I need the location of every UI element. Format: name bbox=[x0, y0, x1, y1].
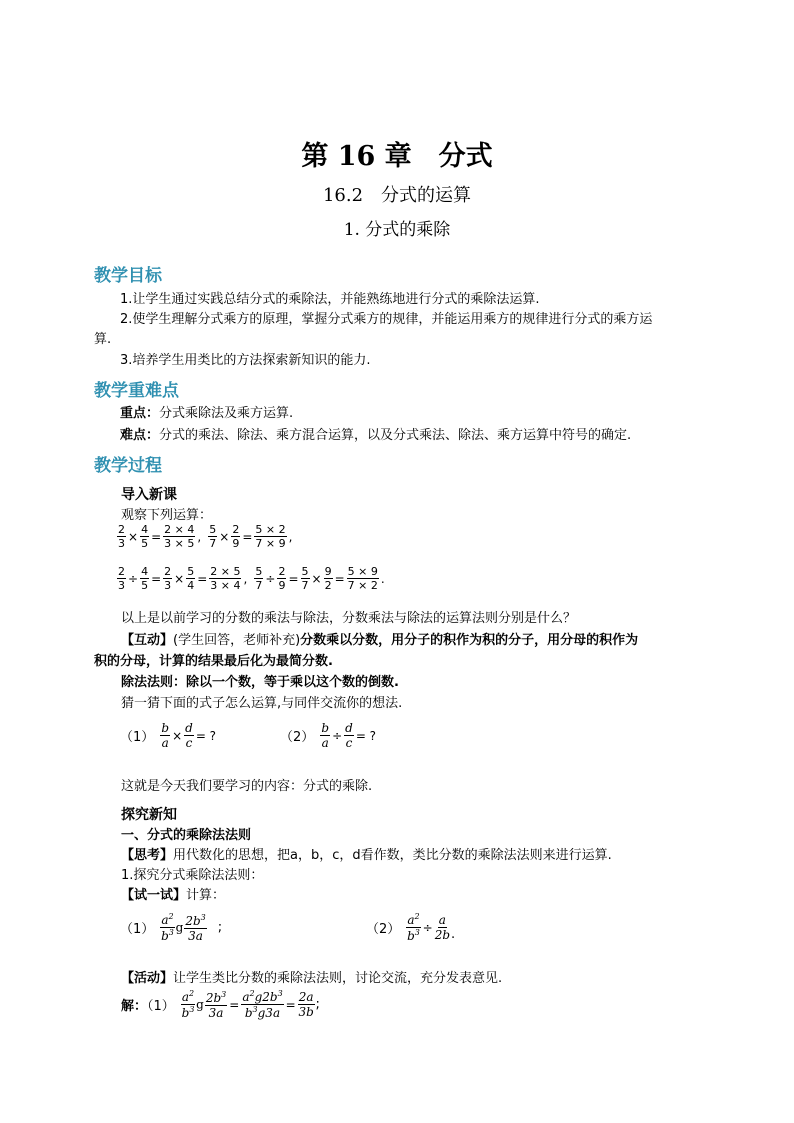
guess-expression-2: （2） $\frac{b}{a}$ ÷ $\frac{d}{c}$ = ? bbox=[280, 721, 377, 750]
try-label: 【试一试】 bbox=[121, 888, 187, 903]
question-text: 以上是以前学习的分数的乘法与除法，分数乘法与除法的运算法则分别是什么？ bbox=[121, 611, 577, 626]
think-text: 用代数化的思想，把a，b，c，d看作数，类比分数的乘除法法则来进行运算. bbox=[173, 848, 612, 863]
think-label: 【思考】 bbox=[121, 848, 174, 863]
today-text: 这就是今天我们要学习的内容：分式的乘除. bbox=[121, 779, 373, 794]
key-point bbox=[120, 402, 293, 421]
interact-bold-1: 分数乘以分数，用分子的积作为积的分子，用分母的积作为 bbox=[300, 633, 639, 648]
goal-item-2-cont: 算. bbox=[94, 332, 112, 347]
guess-text: 猜一猜下面的式子怎么运算,与同伴交流你的想法. bbox=[121, 696, 403, 711]
hard-point-label: 难点： bbox=[120, 428, 160, 443]
goals-heading: 教学目标 bbox=[94, 266, 162, 286]
interact-label: 【互动】 bbox=[121, 633, 174, 648]
try-text: 计算： bbox=[186, 888, 226, 903]
solution-line: 解：（1） $\frac{a^2}{b^3}$ g $\frac{2b^3}{3a}$ = $\frac{a^2g2b^3}{b^3g3a}$ = $\frac{2a}{3b}$ ; bbox=[121, 989, 320, 1020]
rule-title: 一、分式的乘除法法则 bbox=[121, 828, 252, 843]
guess-expression-1: （1） $\frac{b}{a}$ × $\frac{d}{c}$ = ? bbox=[120, 721, 217, 750]
activity-label: 【活动】 bbox=[121, 971, 174, 986]
hard-point bbox=[120, 424, 631, 443]
think-line bbox=[121, 844, 612, 863]
fraction-example-line-1: $\frac{2}{3}$ × $\frac{4}{5}$ = $\frac{2 \times 4}{3 \times 5}$ , $\frac{5}{7}$ × $\frac{2}{9}$ = $\frac{5 \times 2}{7 \times 9}$ , bbox=[118, 523, 293, 550]
key-point-text: 分式乘除法及乘方运算. bbox=[159, 406, 294, 421]
activity-line bbox=[121, 967, 502, 986]
goal-item-3: 3.培养学生用类比的方法探索新知识的能力. bbox=[120, 353, 371, 368]
interact-paren: (学生回答，老师补充) bbox=[173, 633, 301, 648]
try-expression-1: （1） $\frac{a^2}{b^3}$ g $\frac{2b^3}{3a}$ ; bbox=[120, 912, 223, 943]
explore-title: 探究新知 bbox=[121, 807, 177, 823]
solution-label: 解： bbox=[121, 999, 148, 1014]
intro-title: 导入新课 bbox=[121, 487, 177, 503]
explore-step-1: 1.探究分式乘除法法则： bbox=[121, 868, 264, 883]
divide-rule: 除法法则：除以一个数，等于乘以这个数的倒数. bbox=[121, 675, 399, 690]
try-line bbox=[121, 884, 225, 903]
activity-text: 让学生类比分数的乘除法法则，讨论交流，充分发表意见. bbox=[173, 971, 503, 986]
goal-item-1: 1.让学生通过实践总结分式的乘除法，并能熟练地进行分式的乘除法运算. bbox=[120, 292, 540, 307]
chapter-title: 第 16 章 分式 bbox=[301, 141, 493, 172]
fraction-example-line-2: $\frac{2}{3}$ ÷ $\frac{4}{5}$ = $\frac{2}{3}$ × $\frac{5}{4}$ = $\frac{2 \times 5}{3 \times 4}$ , $\frac{5}{7}$ ÷ $\frac{2}{9}$ = $\frac{5}{7}$ × $\frac{9}{2}$ = $\frac{5 \times 9}{7 \times 2}$ . bbox=[118, 565, 385, 592]
interact-line-1 bbox=[121, 629, 638, 648]
goal-item-2: 2.使学生理解分式乘方的原理，掌握分式乘方的规律，并能运用乘方的规律进行分式的乘方运 bbox=[120, 312, 653, 327]
subsection-title: 1. 分式的乘除 bbox=[343, 220, 451, 240]
section-title: 16.2 分式的运算 bbox=[322, 185, 472, 206]
interact-line-2: 积的分母，计算的结果最后化为最简分数. bbox=[94, 654, 333, 669]
try-expression-2: （2） $\frac{a^2}{b^3}$ ÷ $\frac{a}{2b}$ . bbox=[366, 912, 456, 943]
keypoints-heading: 教学重难点 bbox=[94, 381, 179, 401]
hard-point-text: 分式的乘法、除法、乘方混合运算，以及分式乘法、除法、乘方运算中符号的确定. bbox=[159, 428, 632, 443]
key-point-label: 重点： bbox=[120, 406, 160, 421]
process-heading: 教学过程 bbox=[94, 456, 162, 476]
observe-text: 观察下列运算： bbox=[121, 508, 213, 523]
